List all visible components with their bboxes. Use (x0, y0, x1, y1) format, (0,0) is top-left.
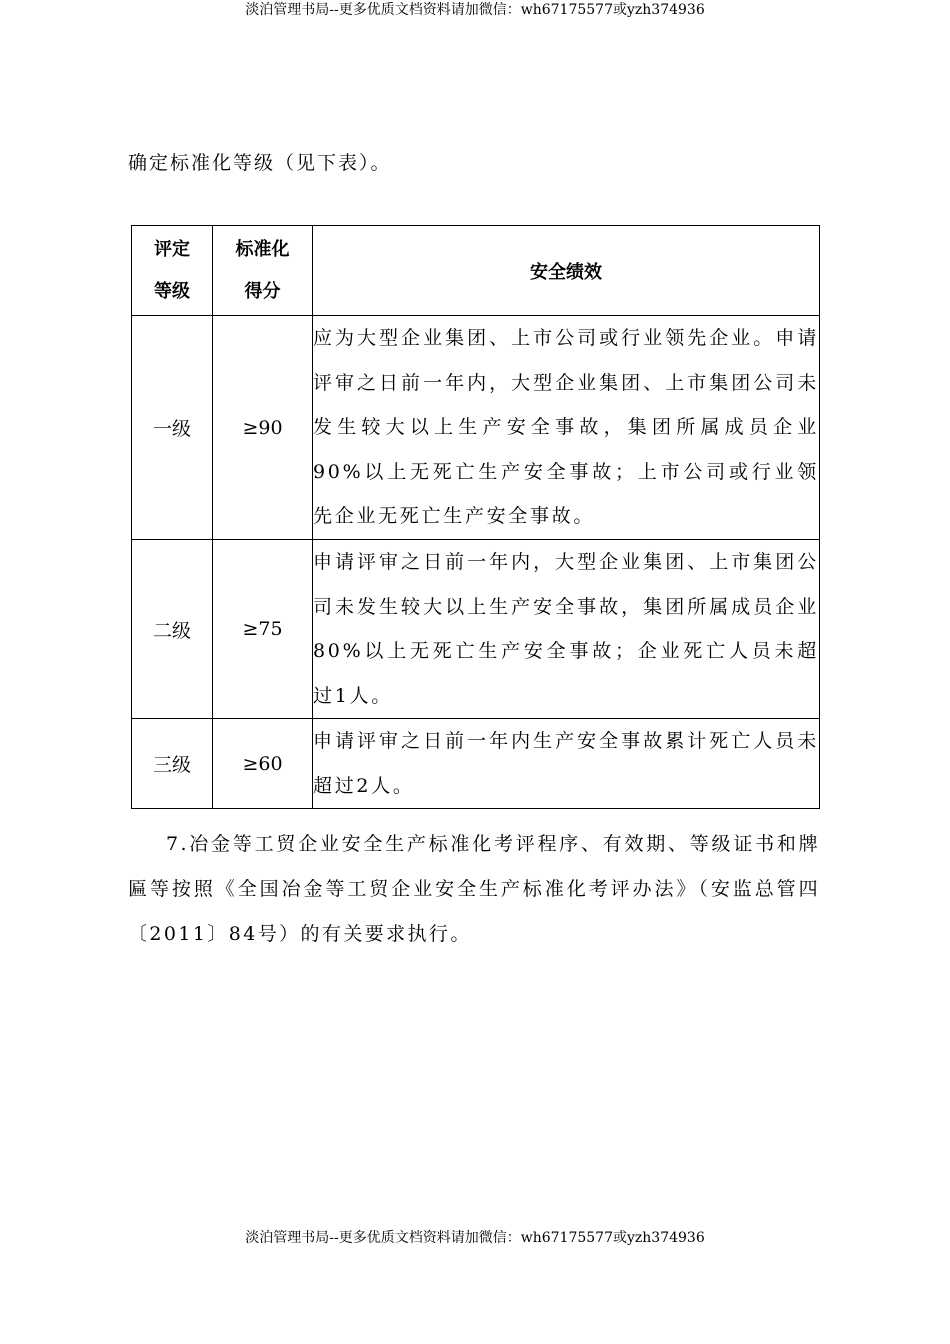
header-grade-line2: 等级 (154, 280, 190, 302)
intro-paragraph: 确定标准化等级（见下表）。 (128, 152, 392, 174)
page-footer: 淡泊管理书局--更多优质文档资料请加微信：wh67175577或yzh374936 (245, 1230, 705, 1246)
table-header-row (132, 226, 820, 316)
header-grade-line1: 评定 (154, 238, 190, 260)
page-header: 淡泊管理书局--更多优质文档资料请加微信：wh67175577或yzh374936 (245, 2, 705, 18)
header-score-line2: 得分 (244, 280, 281, 302)
header-score-line1: 标准化 (235, 238, 290, 260)
header-score (213, 226, 313, 316)
performance-cell: 应为大型企业集团、上市公司或行业领先企业。申请评审之日前一年内，大型企业集团、上市集团公司未发生较大以上生产安全事故，集团所属成员企业90%以上无死亡生产安全事故；上市公司或行业领先企业无死亡生产安全事故。 (313, 316, 820, 540)
score-cell: ≥90 (213, 316, 313, 540)
grade-cell: 二级 (132, 540, 213, 719)
performance-cell: 申请评审之日前一年内，大型企业集团、上市集团公司未发生较大以上生产安全事故，集团所属成员企业80%以上无死亡生产安全事故；企业死亡人员未超过1人。 (313, 540, 820, 719)
closing-paragraph: 7.冶金等工贸企业安全生产标准化考评程序、有效期、等级证书和牌匾等按照《全国冶金等工贸企业安全生产标准化考评办法》（安监总管四〔2011〕84号）的有关要求执行。 (128, 833, 820, 945)
table-row (132, 316, 820, 540)
table-row (132, 540, 820, 719)
performance-cell: 申请评审之日前一年内生产安全事故累计死亡人员未超过2人。 (313, 719, 820, 809)
header-grade (132, 226, 213, 316)
grade-table (131, 225, 820, 809)
grade-cell: 三级 (132, 719, 213, 809)
table-row (132, 719, 820, 809)
header-performance: 安全绩效 (313, 226, 820, 316)
score-cell: ≥60 (213, 719, 313, 809)
grade-cell: 一级 (132, 316, 213, 540)
score-cell: ≥75 (213, 540, 313, 719)
